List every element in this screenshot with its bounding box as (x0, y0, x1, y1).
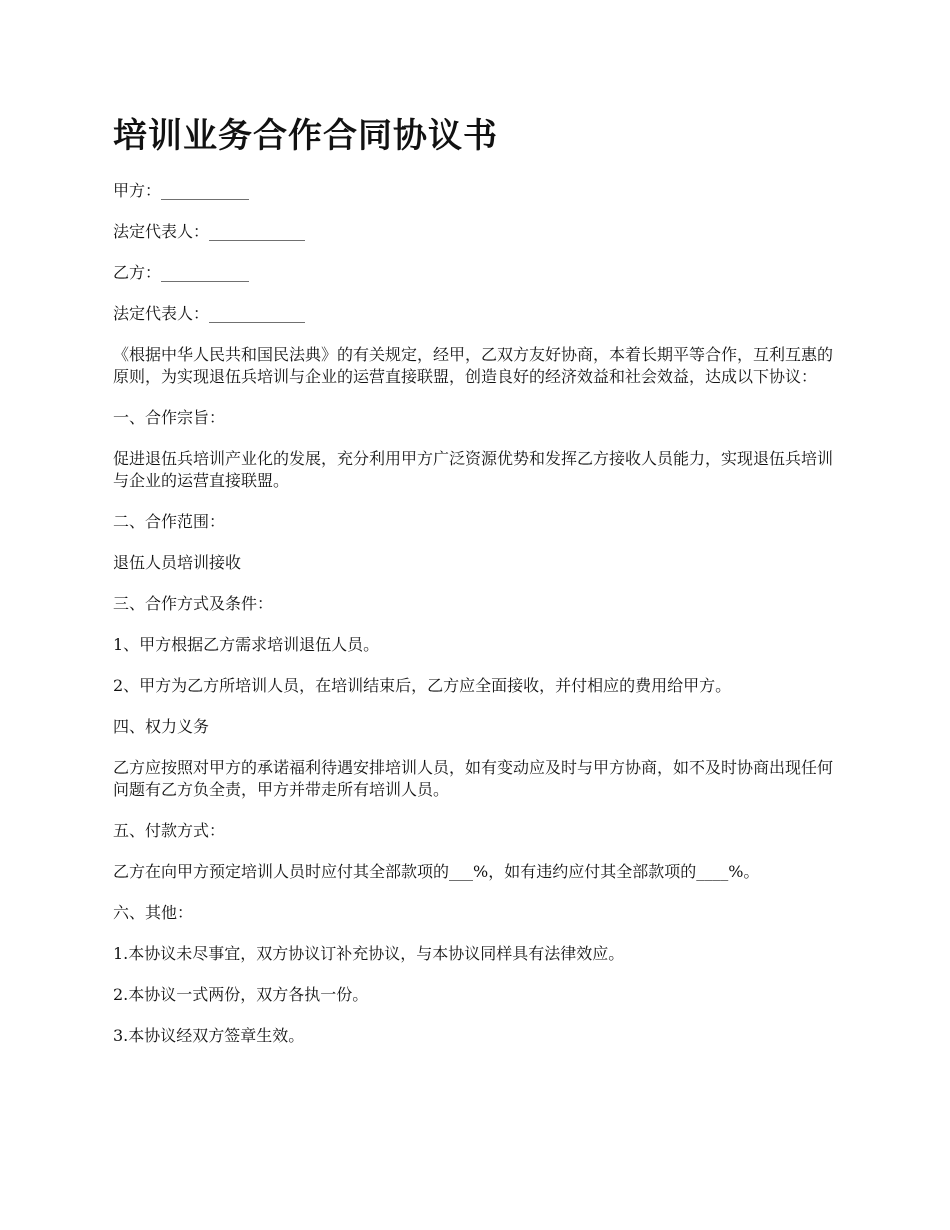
section-3-heading: 三、合作方式及条件： (113, 594, 274, 613)
section-6-item-2: 2.本协议一式两份，双方各执一份。 (113, 985, 369, 1004)
section-5-heading: 五、付款方式： (113, 821, 226, 840)
section-6-heading: 六、其他： (113, 903, 194, 922)
section-3-item-1: 1、甲方根据乙方需求培训退伍人员。 (113, 635, 380, 654)
section-1-body: 促进退伍兵培训产业化的发展，充分利用甲方广泛资源优势和发挥乙方接收人员能力，实现退伍兵培训与企业的运营直接联盟。 (113, 449, 834, 490)
document-title: 培训业务合作合同协议书 (113, 116, 498, 156)
document-page (113, 112, 843, 1066)
section-6-item-3: 3.本协议经双方签章生效。 (113, 1026, 305, 1045)
section-3-item-2: 2、甲方为乙方所培训人员，在培训结束后，乙方应全面接收，并付相应的费用给甲方。 (113, 676, 732, 695)
party-a-representative-line: 法定代表人：____________ (113, 222, 306, 241)
preamble-paragraph: 《根据中华人民共和国民法典》的有关规定，经甲，乙双方友好协商，本着长期平等合作，互利互惠的原则，为实现退伍兵培训与企业的运营直接联盟，创造良好的经济效益和社会效益，达成以下协议： (113, 345, 834, 386)
party-a-line: 甲方：___________ (113, 181, 250, 200)
section-2-body: 退伍人员培训接收 (113, 553, 242, 572)
party-b-line: 乙方：___________ (113, 263, 250, 282)
section-2-heading: 二、合作范围： (113, 512, 226, 531)
section-1-heading: 一、合作宗旨： (113, 408, 226, 427)
section-5-body: 乙方在向甲方预定培训人员时应付其全部款项的___%，如有违约应付其全部款项的____%。 (113, 862, 760, 881)
section-4-body: 乙方应按照对甲方的承诺福利待遇安排培训人员，如有变动应及时与甲方协商，如不及时协商出现任何问题有乙方负全责，甲方并带走所有培训人员。 (113, 758, 834, 799)
section-6-item-1: 1.本协议未尽事宜，双方协议订补充协议，与本协议同样具有法律效应。 (113, 944, 625, 963)
section-4-heading: 四、权力义务 (113, 717, 210, 736)
party-b-representative-line: 法定代表人：____________ (113, 304, 306, 323)
